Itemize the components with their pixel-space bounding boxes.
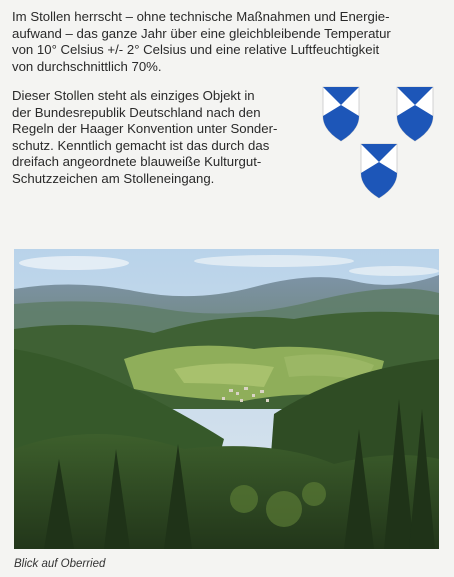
paragraph-line: aufwand – das ganze Jahr über eine gleichbleibende Temperatur [12, 25, 391, 41]
protection-paragraph [12, 88, 277, 188]
paragraph-line: von 10° Celsius +/- 2° Celsius und eine relative Luftfeuchtigkeit [12, 42, 380, 58]
intro-paragraph [12, 9, 391, 75]
blue-shield-emblem-icon [322, 86, 360, 142]
blue-shield-emblem-icon [396, 86, 434, 142]
paragraph-line: Regeln der Haager Konvention unter Sonder- [12, 121, 278, 137]
paragraph-line: schutz. Kenntlich gemacht ist das durch das [12, 137, 270, 153]
paragraph-line: Schutzzeichen am Stolleneingang. [12, 170, 215, 186]
blue-shield-emblem-icon [360, 143, 398, 199]
paragraph-line: von durchschnittlich 70%. [12, 58, 162, 74]
paragraph-line: Dieser Stollen steht als einziges Objekt in [12, 88, 255, 103]
paragraph-line: dreifach angeordnete blauweiße Kulturgut- [12, 154, 262, 170]
paragraph-line: Im Stollen herrscht – ohne technische Maßnahmen und Energie- [12, 9, 390, 24]
paragraph-line: der Bundesrepublik Deutschland nach den [12, 104, 261, 120]
photo-caption: Blick auf Oberried [14, 558, 106, 570]
landscape-photo [14, 249, 439, 549]
